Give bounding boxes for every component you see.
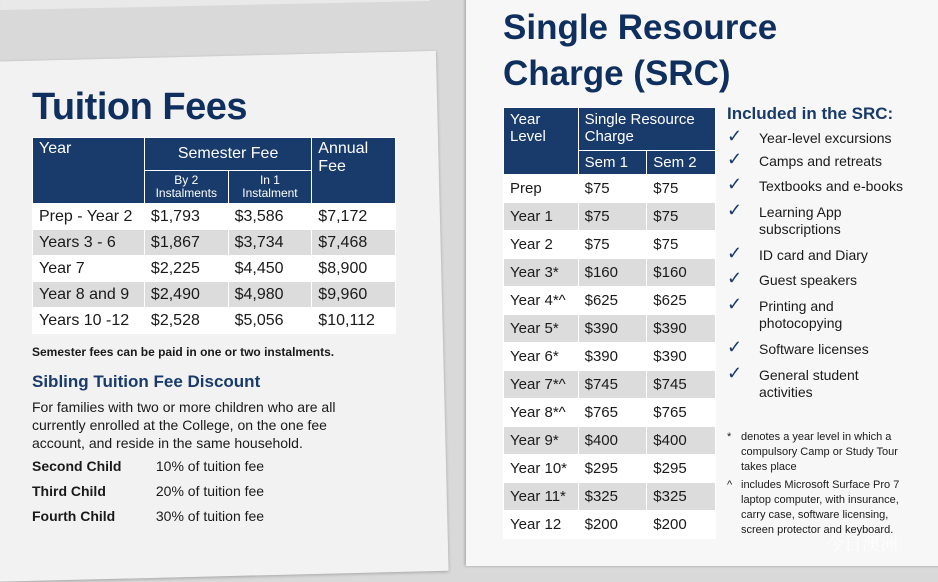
cell-year: Prep - Year 2 — [33, 204, 145, 230]
tuition-fees-table — [32, 137, 396, 334]
cell-year: Year 11* — [504, 483, 579, 511]
included-item — [727, 174, 927, 195]
cell-sem2: $390 — [647, 315, 716, 343]
cell-year: Year 8*^ — [504, 399, 579, 427]
cell-sem2: $200 — [647, 511, 716, 539]
checkmark-icon: ✓ — [727, 243, 743, 263]
table-row — [33, 204, 396, 230]
header-semester-fee: Semester Fee — [144, 138, 311, 171]
footnote-asterisk — [727, 430, 932, 475]
table-row — [504, 287, 716, 315]
cell-year: Year 3* — [504, 259, 579, 287]
cell-in1: $3,586 — [228, 204, 312, 230]
checkmark-icon: ✓ — [727, 294, 743, 314]
cell-sem1: $295 — [578, 455, 647, 483]
cell-sem2: $390 — [647, 343, 716, 371]
included-item-label: Camps and retreats — [759, 153, 882, 169]
included-item — [727, 294, 927, 332]
cell-year: Year 2 — [504, 231, 579, 259]
discount-label: Third Child — [32, 483, 106, 499]
cell-sem2: $295 — [647, 455, 716, 483]
header-year: Year — [33, 138, 145, 204]
cell-sem2: $745 — [647, 371, 716, 399]
background-strip — [0, 0, 430, 10]
cell-annual: $10,112 — [312, 308, 396, 334]
sibling-discount-text: For families with two or more children who are all currently enrolled at the College, on the one fee account, and reside in the same household. — [32, 399, 336, 451]
discount-value: 10% of tuition fee — [155, 458, 265, 474]
discount-label: Second Child — [32, 458, 122, 474]
included-title: Included in the SRC: — [727, 104, 894, 123]
discount-row-fourth-child — [32, 508, 264, 524]
cell-in1: $3,734 — [228, 230, 312, 256]
cell-sem1: $390 — [578, 315, 647, 343]
cell-sem2: $160 — [647, 259, 716, 287]
header-sem-1: Sem 1 — [578, 151, 647, 175]
cell-sem1: $75 — [578, 231, 647, 259]
cell-year: Year 12 — [504, 511, 579, 539]
discount-value: 30% of tuition fee — [155, 508, 265, 524]
discount-label: Fourth Child — [32, 508, 116, 524]
cell-in1: $5,056 — [228, 308, 312, 334]
cell-by2: $2,490 — [144, 282, 228, 308]
included-item — [727, 243, 927, 264]
header-sem-2: Sem 2 — [647, 151, 716, 175]
header-annual-fee: Annual Fee — [312, 138, 396, 204]
cell-sem1: $765 — [578, 399, 647, 427]
checkmark-icon: ✓ — [727, 363, 743, 383]
footnote-mark: * — [727, 431, 732, 443]
instalment-note: Semester fees can be paid in one or two instalments. — [32, 345, 335, 359]
cell-sem2: $625 — [647, 287, 716, 315]
src-table — [503, 107, 716, 539]
cell-sem1: $75 — [578, 175, 647, 203]
cell-sem1: $160 — [578, 259, 647, 287]
checkmark-icon: ✓ — [727, 149, 743, 169]
cell-year: Year 6* — [504, 343, 579, 371]
footnote-text: denotes a year level in which a compulsory Camp or Study Tour takes place — [741, 431, 898, 473]
cell-sem2: $75 — [647, 175, 716, 203]
src-title-line-2: Charge (SRC) — [503, 54, 731, 93]
table-row — [33, 282, 396, 308]
table-row — [504, 315, 716, 343]
included-item-label: Textbooks and e-books — [759, 178, 903, 194]
sibling-discount-title: Sibling Tuition Fee Discount — [32, 372, 261, 391]
cell-sem1: $200 — [578, 511, 647, 539]
header-by-2-instalments: By 2 Instalments — [144, 171, 228, 204]
cell-sem2: $75 — [647, 231, 716, 259]
footnote-mark: ^ — [727, 479, 733, 491]
cell-sem2: $765 — [647, 399, 716, 427]
cell-year: Prep — [504, 175, 579, 203]
table-row — [504, 483, 716, 511]
cell-by2: $1,793 — [144, 204, 228, 230]
cell-by2: $1,867 — [144, 230, 228, 256]
cell-sem1: $390 — [578, 343, 647, 371]
src-title-line-1: Single Resource — [503, 8, 778, 47]
src-title — [503, 5, 777, 97]
table-row — [504, 203, 716, 231]
header-year-level: Year Level — [504, 108, 579, 175]
checkmark-icon: ✓ — [727, 174, 743, 194]
cell-year: Year 7 — [33, 256, 145, 282]
table-row — [504, 231, 716, 259]
cell-by2: $2,225 — [144, 256, 228, 282]
tuition-fees-title: Tuition Fees — [32, 86, 247, 128]
table-row — [504, 343, 716, 371]
included-item — [727, 268, 927, 289]
discount-row-third-child — [32, 483, 264, 499]
table-row — [504, 399, 716, 427]
cell-sem2: $325 — [647, 483, 716, 511]
included-item-label: ID card and Diary — [759, 247, 868, 263]
table-row — [504, 371, 716, 399]
table-row — [33, 308, 396, 334]
table-row — [504, 175, 716, 203]
cell-annual: $7,468 — [312, 230, 396, 256]
cell-sem1: $400 — [578, 427, 647, 455]
cell-annual: $9,960 — [312, 282, 396, 308]
cell-sem1: $625 — [578, 287, 647, 315]
cell-sem1: $325 — [578, 483, 647, 511]
included-item — [727, 200, 927, 238]
included-item — [727, 363, 927, 401]
checkmark-icon: ✓ — [727, 200, 743, 220]
included-item-label: General student activities — [759, 367, 859, 400]
cell-sem1: $745 — [578, 371, 647, 399]
table-row — [504, 511, 716, 539]
cell-year: Year 5* — [504, 315, 579, 343]
cell-year: Year 7*^ — [504, 371, 579, 399]
table-row — [504, 427, 716, 455]
header-single-resource-charge: Single Resource Charge — [578, 108, 715, 151]
discount-row-second-child — [32, 458, 264, 474]
cell-year: Years 3 - 6 — [33, 230, 145, 256]
table-row — [33, 256, 396, 282]
cell-annual: $8,900 — [312, 256, 396, 282]
cell-year: Years 10 -12 — [33, 308, 145, 334]
cell-year: Year 9* — [504, 427, 579, 455]
included-item — [727, 126, 927, 147]
checkmark-icon: ✓ — [727, 337, 743, 357]
cell-year: Year 4*^ — [504, 287, 579, 315]
included-item-label: Year-level excursions — [759, 130, 892, 146]
footnote-caret — [727, 478, 932, 538]
cell-in1: $4,450 — [228, 256, 312, 282]
discount-value: 20% of tuition fee — [155, 483, 265, 499]
cell-sem1: $75 — [578, 203, 647, 231]
footnote-text: includes Microsoft Surface Pro 7 laptop computer, with insurance, carry case, software licensing, screen protector and keyboard. — [741, 479, 900, 536]
table-row — [504, 455, 716, 483]
cell-year: Year 1 — [504, 203, 579, 231]
included-item-label: Guest speakers — [759, 272, 858, 288]
checkmark-icon: ✓ — [727, 126, 743, 146]
cell-by2: $2,528 — [144, 308, 228, 334]
included-item-label: Printing and photocopying — [759, 298, 843, 331]
checkmark-icon: ✓ — [727, 268, 743, 288]
watermark: 今日澳洲 — [826, 534, 898, 554]
included-item-label: Learning App subscriptions — [759, 204, 842, 237]
cell-year: Year 10* — [504, 455, 579, 483]
header-in-1-instalment: In 1 Instalment — [228, 171, 312, 204]
table-row — [33, 230, 396, 256]
included-item-label: Software licenses — [759, 341, 869, 357]
cell-sem2: $400 — [647, 427, 716, 455]
cell-year: Year 8 and 9 — [33, 282, 145, 308]
table-row — [504, 259, 716, 287]
cell-annual: $7,172 — [312, 204, 396, 230]
included-item — [727, 337, 927, 358]
cell-sem2: $75 — [647, 203, 716, 231]
included-item — [727, 149, 927, 170]
cell-in1: $4,980 — [228, 282, 312, 308]
